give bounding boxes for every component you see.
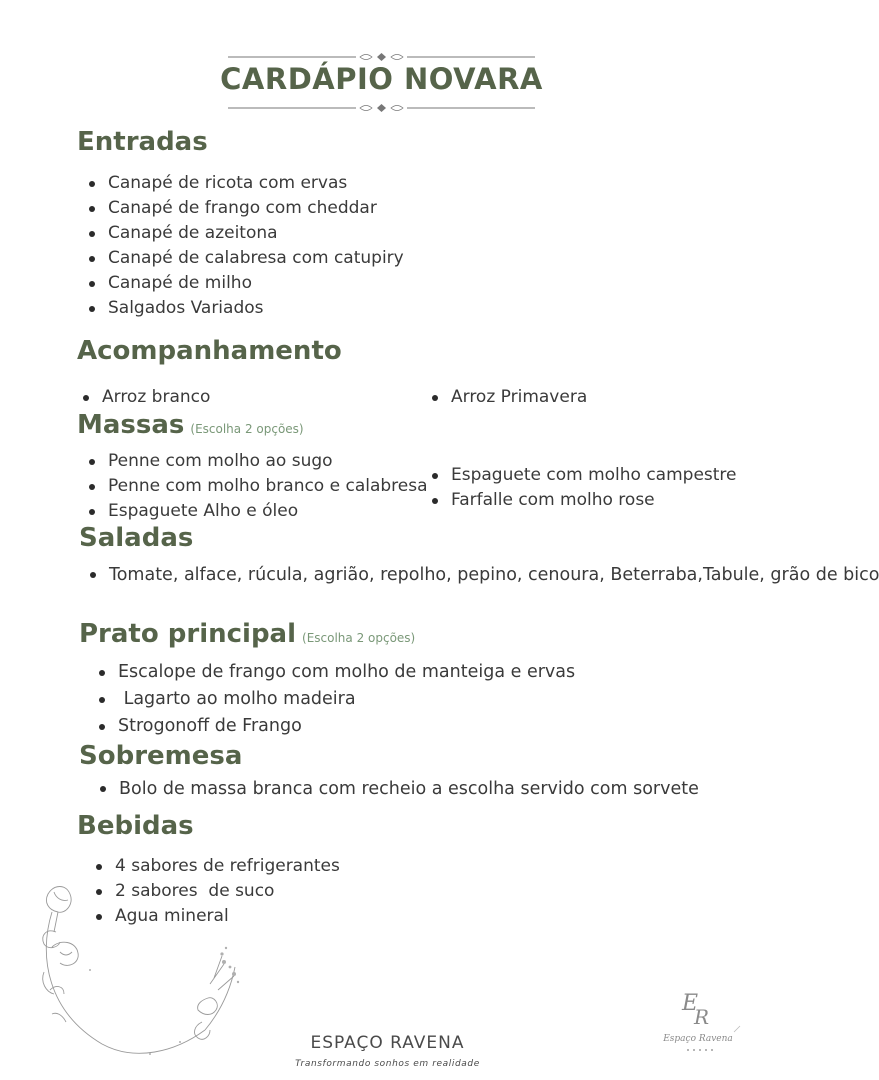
- list-item: Escalope de frango com molho de manteiga e ervas: [95, 659, 575, 686]
- heading-massas: [77, 410, 304, 440]
- list-item: Strogonoff de Frango: [95, 713, 575, 740]
- list-item: Canapé de frango com cheddar: [85, 196, 404, 221]
- list-item: Agua mineral: [92, 904, 340, 929]
- heading-prato-principal-label: Prato principal: [79, 619, 297, 649]
- list-item: Tomate, alface, rúcula, agrião, repolho, pepino, cenoura, Beterraba,Tabule, grão de bico: [86, 562, 626, 588]
- list-prato-principal: [95, 659, 575, 740]
- svg-text:E: E: [682, 991, 699, 1016]
- list-item: 2 sabores de suco: [92, 879, 340, 904]
- list-item: Penne com molho ao sugo: [85, 449, 428, 474]
- list-item: 4 sabores de refrigerantes: [92, 854, 340, 879]
- list-item: Espaguete com molho campestre: [428, 463, 737, 488]
- list-saladas: [86, 562, 879, 588]
- list-acompanhamento-col2: [428, 385, 587, 410]
- list-item: Salgados Variados: [85, 296, 404, 321]
- prato-principal-note: (Escolha 2 opções): [302, 631, 416, 645]
- heading-prato-principal: [79, 619, 415, 649]
- heading-saladas: Saladas: [79, 523, 194, 553]
- list-item: Farfalle com molho rose: [428, 488, 737, 513]
- massas-note: (Escolha 2 opções): [190, 422, 304, 436]
- list-item: Arroz Primavera: [428, 385, 587, 410]
- list-item: Arroz branco: [79, 385, 210, 410]
- list-item: Espaguete Alho e óleo: [85, 499, 428, 524]
- list-item: Canapé de milho: [85, 271, 404, 296]
- espaco-ravena-logo: [648, 986, 748, 1058]
- list-acompanhamento-col1: [79, 385, 210, 410]
- heading-sobremesa: Sobremesa: [79, 741, 243, 771]
- footer-tagline: Transformando sonhos em realidade: [295, 1059, 480, 1069]
- heading-acompanhamento: Acompanhamento: [77, 336, 342, 366]
- logo-text: Espaço Ravena: [663, 1034, 733, 1044]
- list-item: Lagarto ao molho madeira: [95, 686, 575, 713]
- svg-text:R: R: [694, 1005, 710, 1029]
- menu-title: CARDÁPIO NOVARA: [220, 62, 543, 96]
- list-item: Canapé de ricota com ervas: [85, 171, 404, 196]
- list-massas-col2: [428, 463, 737, 513]
- top-ornament: [228, 52, 535, 62]
- bottom-ornament: [228, 103, 535, 113]
- list-item: Canapé de azeitona: [85, 221, 404, 246]
- list-entradas: [85, 171, 404, 321]
- list-item: Bolo de massa branca com recheio a escolha servido com sorvete: [96, 776, 699, 802]
- list-massas-col1: [85, 449, 428, 524]
- heading-massas-label: Massas: [77, 410, 185, 440]
- list-item: Canapé de calabresa com catupiry: [85, 246, 404, 271]
- heading-bebidas: Bebidas: [77, 811, 194, 841]
- list-sobremesa: [96, 776, 699, 802]
- list-item: Penne com molho branco e calabresa: [85, 474, 428, 499]
- heading-entradas: Entradas: [77, 127, 208, 157]
- footer-brand: ESPAÇO RAVENA: [310, 1033, 465, 1053]
